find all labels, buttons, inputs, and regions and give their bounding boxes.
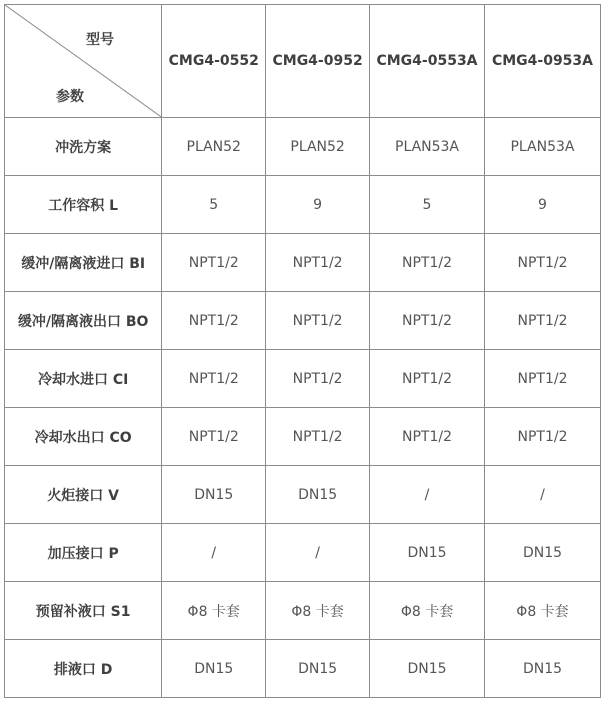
- value-cell: NPT1/2: [370, 292, 485, 350]
- value-cell: /: [162, 524, 266, 582]
- value-cell: /: [484, 466, 600, 524]
- param-name-cell: 火炬接口 V: [5, 466, 162, 524]
- corner-cell: [5, 5, 162, 118]
- value-cell: NPT1/2: [162, 408, 266, 466]
- param-name-cell: 排液口 D: [5, 640, 162, 698]
- param-name-cell: 工作容积 L: [5, 176, 162, 234]
- value-cell: PLAN52: [162, 118, 266, 176]
- model-header: CMG4-0952: [266, 5, 370, 118]
- value-cell: NPT1/2: [484, 350, 600, 408]
- value-cell: NPT1/2: [266, 408, 370, 466]
- value-cell: Φ8 卡套: [162, 582, 266, 640]
- value-cell: Φ8 卡套: [484, 582, 600, 640]
- value-cell: NPT1/2: [162, 292, 266, 350]
- value-cell: NPT1/2: [266, 234, 370, 292]
- value-cell: NPT1/2: [370, 350, 485, 408]
- value-cell: DN15: [484, 640, 600, 698]
- param-name-cell: 冲洗方案: [5, 118, 162, 176]
- table-row: [5, 234, 601, 292]
- value-cell: PLAN52: [266, 118, 370, 176]
- param-name-cell: 缓冲/隔离液出口 BO: [5, 292, 162, 350]
- table-row: [5, 582, 601, 640]
- table-row: [5, 466, 601, 524]
- value-cell: NPT1/2: [484, 292, 600, 350]
- table-row: [5, 640, 601, 698]
- value-cell: DN15: [370, 524, 485, 582]
- model-header: CMG4-0552: [162, 5, 266, 118]
- corner-model-label: 型号: [86, 32, 114, 48]
- corner-param-label: 参数: [56, 89, 84, 105]
- value-cell: NPT1/2: [162, 234, 266, 292]
- table-row: [5, 176, 601, 234]
- model-header: CMG4-0553A: [370, 5, 485, 118]
- value-cell: NPT1/2: [266, 350, 370, 408]
- value-cell: NPT1/2: [484, 408, 600, 466]
- value-cell: DN15: [162, 466, 266, 524]
- model-header: CMG4-0953A: [484, 5, 600, 118]
- value-cell: NPT1/2: [266, 292, 370, 350]
- value-cell: DN15: [266, 466, 370, 524]
- table-row: [5, 524, 601, 582]
- value-cell: 9: [266, 176, 370, 234]
- param-name-cell: 冷却水进口 CI: [5, 350, 162, 408]
- value-cell: DN15: [370, 640, 485, 698]
- value-cell: Φ8 卡套: [370, 582, 485, 640]
- table-row: [5, 408, 601, 466]
- param-name-cell: 缓冲/隔离液进口 BI: [5, 234, 162, 292]
- value-cell: PLAN53A: [370, 118, 485, 176]
- value-cell: NPT1/2: [484, 234, 600, 292]
- value-cell: NPT1/2: [162, 350, 266, 408]
- header-row: [5, 5, 601, 118]
- value-cell: PLAN53A: [484, 118, 600, 176]
- param-name-cell: 冷却水出口 CO: [5, 408, 162, 466]
- value-cell: 5: [162, 176, 266, 234]
- value-cell: DN15: [266, 640, 370, 698]
- param-name-cell: 预留补液口 S1: [5, 582, 162, 640]
- table-row: [5, 292, 601, 350]
- value-cell: /: [266, 524, 370, 582]
- value-cell: 9: [484, 176, 600, 234]
- value-cell: 5: [370, 176, 485, 234]
- value-cell: /: [370, 466, 485, 524]
- spec-table: [4, 4, 601, 698]
- param-name-cell: 加压接口 P: [5, 524, 162, 582]
- table-row: [5, 350, 601, 408]
- value-cell: DN15: [162, 640, 266, 698]
- value-cell: NPT1/2: [370, 408, 485, 466]
- table-row: [5, 118, 601, 176]
- value-cell: Φ8 卡套: [266, 582, 370, 640]
- value-cell: NPT1/2: [370, 234, 485, 292]
- value-cell: DN15: [484, 524, 600, 582]
